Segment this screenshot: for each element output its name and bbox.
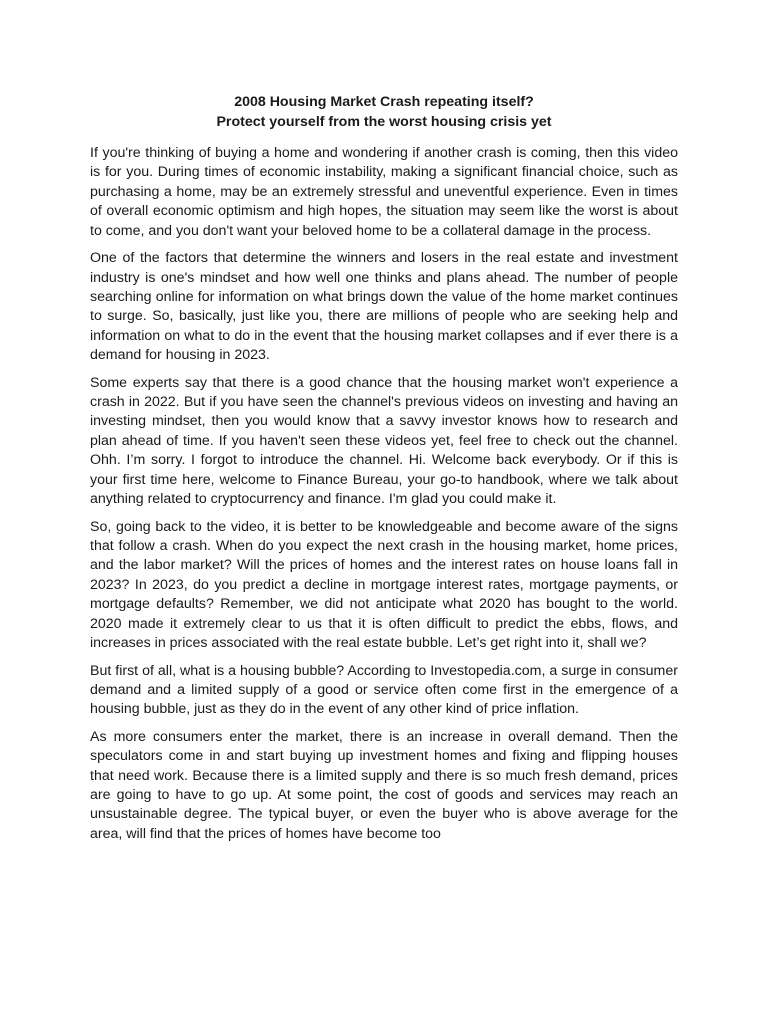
- title-line-2: Protect yourself from the worst housing crisis yet: [216, 114, 552, 130]
- title-line-1: 2008 Housing Market Crash repeating itself?: [234, 94, 534, 110]
- document-title: [90, 92, 678, 132]
- paragraph-1: If you're thinking of buying a home and wondering if another crash is coming, then this video is for you. During times of economic instability, making a significant financial choice, such as purchasing a home, may be an extremely stressful and uneventful experience. Even in times of overall economic optimism and high hopes, the situation may seem like the worst is about to come, and you don't want your beloved home to be a collateral damage in the process.: [90, 145, 678, 239]
- paragraph-5: But first of all, what is a housing bubble? According to Investopedia.com, a surge in consumer demand and a limited supply of a good or service often come first in the emergence of a housing bubble, just as they do in the event of any other kind of price inflation.: [90, 662, 678, 718]
- paragraph-3: Some experts say that there is a good chance that the housing market won't experience a crash in 2022. But if you have seen the channel's previous videos on investing and having an investing mindset, then you would know that a savvy investor knows how to research and plan ahead of time. If you haven't seen these videos yet, feel free to check out the channel. Ohh. I’m sorry. I forgot to introduce the channel. Hi. Welcome back everybody. Or if this is your first time here, welcome to Finance Bureau, your go-to handbook, where we talk about anything related to cryptocurrency and finance. I'm glad you could make it.: [90, 374, 678, 508]
- document-page: [90, 92, 678, 852]
- paragraph-4: So, going back to the video, it is better to be knowledgeable and become aware of the signs that follow a crash. When do you expect the next crash in the housing market, home prices, and the labor market? Will the prices of homes and the interest rates on house loans fall in 2023? In 2023, do you predict a decline in mortgage interest rates, mortgage payments, or mortgage defaults? Remember, we did not anticipate what 2020 has bought to the world. 2020 made it extremely clear to us that it is often difficult to predict the ebbs, flows, and increases in prices associated with the real estate bubble. Let’s get right into it, shall we?: [90, 518, 678, 652]
- paragraph-6: As more consumers enter the market, there is an increase in overall demand. Then the speculators come in and start buying up investment homes and fixing and flipping houses that need work. Because there is a limited supply and there is so much fresh demand, prices are going to have to go up. At some point, the cost of goods and services may reach an unsustainable degree. The typical buyer, or even the buyer who is above average for the area, will find that the prices of homes have become too: [90, 728, 678, 842]
- paragraph-2: One of the factors that determine the winners and losers in the real estate and investment industry is one's mindset and how well one thinks and plans ahead. The number of people searching online for information on what brings down the value of the home market continues to surge. So, basically, just like you, there are millions of people who are seeking help and information on what to do in the event that the housing market collapses and if ever there is a demand for housing in 2023.: [90, 250, 678, 364]
